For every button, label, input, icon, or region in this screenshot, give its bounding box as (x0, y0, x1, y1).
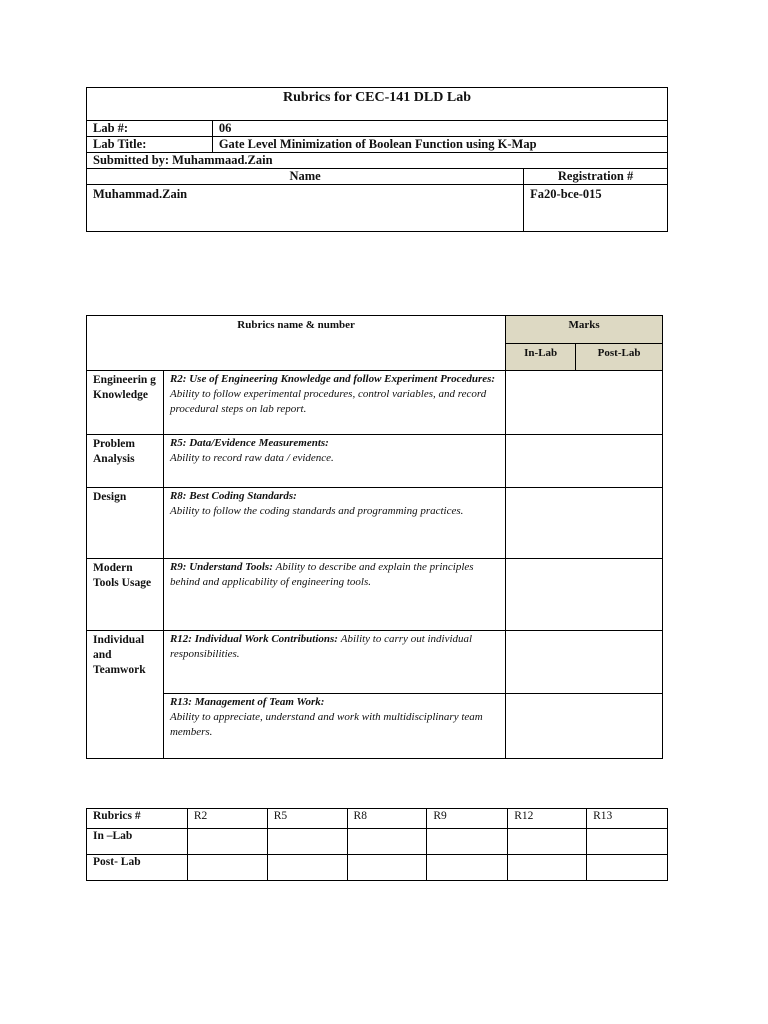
lab-number-label: Lab #: (87, 121, 213, 137)
category-individual-teamwork: Individual and Teamwork (87, 631, 164, 759)
rubric-r13-title: R13: Management of Team Work: (169, 696, 325, 708)
document-title: Rubrics for CEC-141 DLD Lab (87, 88, 668, 121)
summary-postlab-r5[interactable] (267, 855, 347, 881)
rubric-r9-title: R9: Understand Tools: (169, 561, 273, 573)
summary-inlab-r2[interactable] (187, 829, 267, 855)
summary-inlab-r12[interactable] (508, 829, 587, 855)
rubric-r9 (163, 559, 505, 631)
summary-postlab-r12[interactable] (508, 855, 587, 881)
marks-cell-r9[interactable] (506, 559, 663, 631)
category-modern-tools-usage: Modern Tools Usage (87, 559, 164, 631)
rubric-r12 (163, 631, 505, 694)
summary-inlab-label: In –Lab (87, 829, 188, 855)
rubric-r9-text: Ability to describe and explain the principles behind and applicability of engineering tools. (169, 561, 474, 588)
rubric-r13-text: Ability to appreciate, understand and work with multidisciplinary team members. (169, 711, 483, 738)
marks-header: Marks (506, 316, 663, 344)
category-design: Design (87, 488, 164, 559)
summary-postlab-label: Post- Lab (87, 855, 188, 881)
rubric-r8-title: R8: Best Coding Standards: (169, 490, 297, 502)
rubric-r2-title: R2: Use of Engineering Knowledge and follow Experiment Procedures: (169, 373, 496, 385)
summary-col-r2: R2 (187, 809, 267, 829)
summary-postlab-r8[interactable] (347, 855, 427, 881)
marks-cell-r13[interactable] (506, 694, 663, 759)
rubric-r2-text: Ability to follow experimental procedures, control variables, and record procedural steps on lab report. (169, 388, 487, 415)
summary-rubrics-label: Rubrics # (87, 809, 188, 829)
rubrics-table (86, 315, 663, 759)
rubric-r13 (163, 694, 505, 759)
summary-col-r8: R8 (347, 809, 427, 829)
student-name: Muhammad.Zain (87, 185, 524, 232)
rubric-r5-text: Ability to record raw data / evidence. (169, 452, 334, 464)
marks-cell-r12[interactable] (506, 631, 663, 694)
summary-col-r9: R9 (427, 809, 508, 829)
name-column-header: Name (87, 169, 524, 185)
lab-title-label: Lab Title: (87, 137, 213, 153)
summary-col-r13: R13 (587, 809, 668, 829)
summary-inlab-r5[interactable] (267, 829, 347, 855)
rubrics-name-header: Rubrics name & number (87, 316, 506, 371)
rubric-r2 (163, 371, 505, 435)
submitted-by: Submitted by: Muhammaad.Zain (87, 153, 668, 169)
category-problem-analysis: Problem Analysis (87, 435, 164, 488)
summary-inlab-r13[interactable] (587, 829, 668, 855)
marks-cell-r8[interactable] (506, 488, 663, 559)
postlab-header: Post-Lab (576, 344, 663, 371)
summary-postlab-r9[interactable] (427, 855, 508, 881)
marks-cell-r5[interactable] (506, 435, 663, 488)
lab-title-value: Gate Level Minimization of Boolean Function using K-Map (212, 137, 667, 153)
rubric-r12-text: Ability to carry out individual responsibilities. (169, 633, 473, 660)
rubric-r5-title: R5: Data/Evidence Measurements: (169, 437, 329, 449)
rubric-r12-title: R12: Individual Work Contributions: (169, 633, 338, 645)
registration-column-header: Registration # (524, 169, 668, 185)
summary-postlab-r13[interactable] (587, 855, 668, 881)
rubric-r5 (163, 435, 505, 488)
lab-info-table (86, 87, 668, 232)
summary-col-r12: R12 (508, 809, 587, 829)
summary-inlab-r9[interactable] (427, 829, 508, 855)
rubric-r8 (163, 488, 505, 559)
summary-col-r5: R5 (267, 809, 347, 829)
category-engineering-knowledge: Engineerin g Knowledge (87, 371, 164, 435)
summary-postlab-r2[interactable] (187, 855, 267, 881)
lab-number-value: 06 (212, 121, 667, 137)
registration-number: Fa20-bce-015 (524, 185, 668, 232)
summary-inlab-r8[interactable] (347, 829, 427, 855)
marks-cell-r2[interactable] (506, 371, 663, 435)
rubric-r8-text: Ability to follow the coding standards and programming practices. (169, 505, 464, 517)
inlab-header: In-Lab (506, 344, 576, 371)
rubrics-summary-table (86, 808, 668, 881)
